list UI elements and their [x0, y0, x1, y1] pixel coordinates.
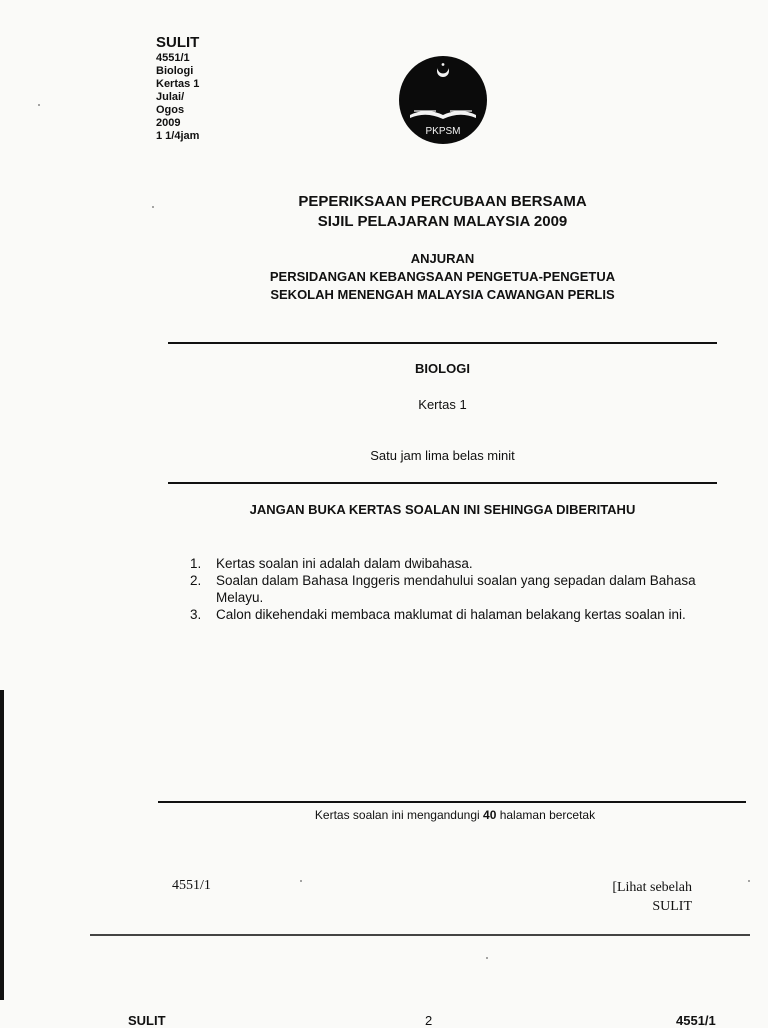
logo-label: PKPSM	[425, 126, 461, 137]
scan-speck	[486, 957, 488, 959]
next-page-classification: SULIT	[128, 1013, 166, 1028]
classification-label: SULIT	[156, 34, 200, 51]
page-count-prefix: Kertas soalan ini mengandungi	[314, 808, 484, 822]
paper-number: Kertas 1	[156, 78, 200, 90]
do-not-open-warning: JANGAN BUKA KERTAS SOALAN INI SEHINGGA DIBERITAHU	[249, 502, 636, 517]
instruction-text: Kertas soalan ini adalah dalam dwibahasa.	[216, 556, 473, 571]
organiser-heading: ANJURAN	[410, 251, 475, 266]
exam-title	[140, 192, 745, 232]
next-page-number: 2	[425, 1013, 433, 1028]
instruction-text: Calon dikehendaki membaca maklumat di halaman belakang kertas soalan ini.	[216, 607, 686, 622]
exam-month: Julai/	[156, 91, 185, 103]
instruction-item	[190, 572, 710, 606]
paper-title: Kertas 1	[418, 397, 467, 412]
pkpsm-logo	[398, 55, 488, 145]
instruction-item	[190, 555, 710, 572]
scan-speck	[38, 104, 40, 106]
paper-code: 4551/1	[156, 52, 190, 64]
organiser-line2: SEKOLAH MENENGAH MALAYSIA CAWANGAN PERLIS	[270, 287, 615, 302]
footer-paper-code: 4551/1	[172, 878, 211, 893]
page-count-note	[160, 808, 750, 822]
header-block	[156, 34, 199, 143]
instruction-text: Soalan dalam Bahasa Inggeris mendahului soalan yang sepadan dalam Bahasa Melayu.	[216, 573, 696, 605]
subject-title: BIOLOGI	[415, 361, 470, 376]
exam-title-line2: SIJIL PELAJARAN MALAYSIA 2009	[317, 213, 568, 230]
subject-name: Biologi	[156, 65, 194, 77]
see-next-page: [Lihat sebelah	[612, 880, 692, 895]
divider-rule	[158, 801, 746, 803]
scan-speck	[748, 880, 750, 882]
page-count-number: 40	[483, 808, 497, 822]
next-page-code: 4551/1	[676, 1013, 716, 1028]
organiser-block	[140, 250, 745, 304]
instruction-item	[190, 606, 710, 623]
divider-rule	[168, 482, 717, 484]
binding-edge	[0, 690, 4, 1000]
footer-right-block	[560, 878, 692, 916]
page-count-suffix: halaman bercetak	[496, 808, 596, 822]
scan-speck	[300, 880, 302, 882]
duration-text: Satu jam lima belas minit	[370, 448, 515, 463]
divider-rule	[168, 342, 717, 344]
instruction-number: 1.	[190, 556, 202, 571]
exam-duration: 1 1/4jam	[156, 130, 200, 142]
exam-month-2: Ogos	[156, 104, 185, 116]
exam-title-line1: PEPERIKSAAN PERCUBAAN BERSAMA	[298, 193, 587, 210]
organiser-line1: PERSIDANGAN KEBANGSAAN PENGETUA-PENGETUA	[269, 269, 616, 284]
instruction-number: 2.	[190, 573, 202, 588]
page-bottom-rule	[90, 934, 750, 936]
exam-year: 2009	[156, 117, 181, 129]
footer-classification: SULIT	[652, 899, 692, 914]
instruction-number: 3.	[190, 607, 202, 622]
instructions-list	[190, 555, 710, 623]
